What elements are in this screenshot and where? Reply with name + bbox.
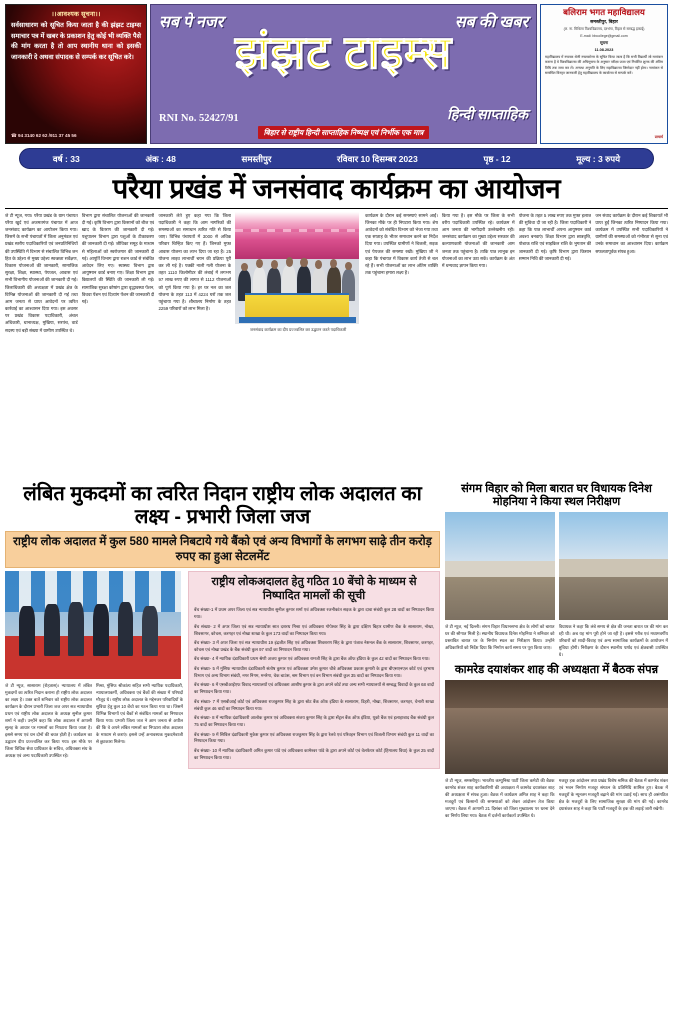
sangam-story-columns <box>445 623 668 658</box>
bench-item: बेंच संख्या- 4 में न्यायिक दंडाधिकारी प्रथम श्रेणी अजय कुमार एवं अधिवक्ता रामजी सिंह के द्वारा बैंक ऑफ इंडिया के कुल 42 वादों का निष्पादन किया गया। <box>194 656 430 662</box>
lead-column-6: योजना के तहत 5 लाख रुपए तक मुफ्त इलाज की सुविधा दी जा रही है। जिला पदाधिकारी ने कहा कि पात्र लाभार्थी अपना आयुष्मान कार्ड अवश्य बनवाएं। शिक्षा विभाग द्वारा छात्रवृत्ति, पोशाक राशि एवं साइकिल राशि के भुगतान की जानकारी दी गई। कृषि विभाग द्वारा किसान सम्मान निधि की जानकारी दी गई। <box>518 212 592 261</box>
lokadalat-story-columns <box>5 682 183 759</box>
sangam-photos <box>445 512 668 620</box>
lead-photo <box>235 212 359 324</box>
lead-photo-column <box>235 212 361 480</box>
sangam-headline: संगम विहार को मिला बारात घर विधायक दिनेश मोहनिया ने किया स्थल निरीक्षण <box>461 482 652 508</box>
comrade-photo <box>445 680 668 774</box>
lead-headline: परैया प्रखंड में जनसंवाद कार्यक्रम का आयोजन <box>112 173 561 204</box>
lead-column-3: जानकारी लेते हुए कहा गया कि जिला पदाधिकारी ने कहा कि आम नागरिकों की समस्याओं का समाधान त्वरित गति से किया जाए। विभिन्न पंचायतों में 3000 से अधिक परिवार चिन्हित किए गए हैं। जिनको मुफ्त आवास योजना का लाभ दिया जा रहा है। 25 योजना लाइव लाभार्थी चयन की प्रक्रिया पूरी कर ली गई है। पक्की नाली गली योजना के तहत 1110 किलोमीटर की लंबाई में लगभग 97 लाख रुपए की लागत से 1112 योजनाओं को पूर्ण किया गया है। हर घर नल का जल योजना के तहत 113 में 4224 घरों तक जल पहुंचाया गया है। शौचालय निर्माण के तहत 2259 परिवारों को लाभ मिला है। <box>158 212 232 312</box>
comrade-col-1: जे टी न्यूज, समस्तीपुर। भारतीय कम्युनिस्ट पार्टी जिला कमेटी की बैठक कामरेड शंकर शाह कार्यकारिणी की अध्यक्षता में कामरेड दयाशंकर शाह की अध्यक्षता में संपन्न हुआ। बैठक में कार्यक्रम अमित शाह ने कहा कि मजदूरों एवं किसानों की समस्याओं को लेकर आंदोलन तेज किया जाएगा। बैठक में आगामी 21 दिसंबर को जिला मुख्यालय पर धरना देने का निर्णय लिया गया। बैठक में दर्जनों कार्यकर्ता उपस्थित थे। <box>445 777 555 818</box>
lokadalat-headline: लंबित मुकदमों का त्वरित निदान राष्ट्रीय लोक अदालत का लक्ष्य - प्रभारी जिला जज <box>23 482 422 528</box>
masthead-lower <box>159 105 528 124</box>
headline-divider <box>5 208 668 209</box>
photo-canopy <box>235 212 359 259</box>
lokadalat-story-col-1: जे टी न्यूज, सासाराम (रोहतास)। न्यायालय में लंबित मुकदमों का त्वरित निदान कराना ही राष्ट्रीय लोक अदालत का लक्ष्य है। उक्त बातें शनिवार को राष्ट्रीय लोक अदालत कार्यक्रम के दौरान प्रभारी जिला जज अपर सत्र न्यायाधीश प्रथम एवं राष्ट्रीय लोक अदालत के अध्यक्ष सुनील कुमार शर्मा ने कही। उन्होंने कहा कि लोक अदालत में आपसी सुलह के आधार पर मामलों का निपटारा किया जाता है। इससे समय एवं धन दोनों की बचत होती है। कार्यक्रम का उद्घाटन दीप प्रज्ज्वलित कर किया गया। इस मौके पर जिला विधिक सेवा प्राधिकार के सचिव, अधिवक्ता संघ के अध्यक्ष एवं अन्य पदाधिकारी उपस्थित रहे। <box>5 683 92 759</box>
lead-photo-caption: जनसंवाद कार्यक्रम का दीप प्रज्ज्वलित कर उद्घाटन करते पदाधिकारी <box>249 326 347 332</box>
lokadalat-subhead-band: राष्ट्रीय लोक अदालत में कुल 580 मामले निबटाये गये बैंको एवं अन्य विभागों के लगभग साढ़े तीन करोड़ रुपए का हुआ सेटलमेंट <box>5 531 440 568</box>
masthead-strip-wrap <box>159 124 528 139</box>
lead-column-2: विभाग द्वारा संचालित योजनाओं की जानकारी दी गई। कृषि विभाग द्वारा किसानों को बीज एवं खाद के वितरण की जानकारी दी गई। पशुपालन विभाग द्वारा पशुओं के टीकाकरण की जानकारी दी गई। जीविका समूह के माध्यम से महिलाओं को स्वरोजगार की जानकारी दी गई। आपूर्ति विभाग द्वारा राशन कार्ड से संबंधित आवेदन लिए गए। स्वास्थ्य विभाग द्वारा आयुष्मान कार्ड बनाए गए। शिक्षा विभाग द्वारा विद्यालयों की स्थिति की जानकारी ली गई। सामाजिक सुरक्षा कोषांग द्वारा वृद्धावस्था पेंशन, विधवा पेंशन एवं दिव्यांग पेंशन की जानकारी दी गई। <box>81 212 155 304</box>
lokadalat-photo <box>5 571 181 679</box>
info-price: मूल्य : 3 रुपये <box>576 153 621 164</box>
phone-icon: ☎ <box>11 133 17 138</box>
ad-body: महाविद्यालय में स्नातक श्रेणी स्नातकोत्तर के सूचित किया जाता है कि सभी विद्यार्थी जो नामांकन कराना है वे विश्वविद्यालय की अधिसूचना के अनुसार परीक्षा प्रपत्र एवं निर्धारित शुल्क की अंतिम तिथि तक जमा कर लें। अन्यथा अनुमति के लिए महाविद्यालय जिम्मेदार नहीं होगा। नामांकन से सम्बंधित विस्तृत जानकारी हेतु महाविद्यालय के कार्यालय से सम्पर्क करें। <box>545 55 663 76</box>
sangam-col-2: विधायक ने कहा कि लंबे समय से क्षेत्र की जनता बारात घर की मांग कर रही थी। अब यह मांग पूरी होने जा रही है। इससे गरीब एवं मध्यमवर्गीय परिवारों को शादी-विवाह एवं अन्य सामाजिक कार्यक्रमों के आयोजन में सुविधा होगी। निरीक्षण के दौरान स्थानीय पार्षद एवं क्षेत्रवासी उपस्थित थे। <box>558 623 668 657</box>
notice-phone-number: 94 3140 62 62 /911 37 45 56 <box>18 133 77 138</box>
info-place: समस्तीपुर <box>241 153 272 164</box>
masthead-center <box>150 4 537 144</box>
lead-column-5: किया गया है। इस मौके पर जिला के सभी वरीय पदाधिकारी उपस्थित रहे। कार्यक्रम में आम जनता की भागीदारी उल्लेखनीय रही। जनसंवाद कार्यक्रम का मुख्य उद्देश्य सरकार की कल्याणकारी योजनाओं की जानकारी आम जनता तक पहुंचाना है। ताकि पात्र लाभुक इन योजनाओं का लाभ उठा सकें। कार्यक्रम के अंत में धन्यवाद ज्ञापन किया गया। <box>441 212 515 268</box>
info-issue: अंक : 48 <box>145 153 176 164</box>
bench-item: बेंच संख्या- 9 में सिविल दंडाधिकारी मुकेश कुमार एवं अधिवक्ता राजकुमार सिंह के द्वारा रेलवे एवं परिवहन विभाग एवं बिजली विभाग संबंधी कुल 11 वादों का निष्पादन किया गया। <box>194 731 434 744</box>
sangam-col-1: जे टी न्यूज, नई दिल्ली। संगम विहार विधानसभा क्षेत्र के लोगों को बारात घर की सौगात मिली है। स्थानीय विधायक दिनेश मोहनिया ने शनिवार को प्रस्तावित बारात घर के निर्माण स्थल का निरीक्षण किया। उन्होंने अधिकारियों को निर्देश दिया कि निर्माण कार्य समय पर पूरा किया जाए। <box>445 623 555 650</box>
ad-affiliation: (ल. ना. मिथिला विश्वविद्यालय, दरभंगा, बिहार से सम्बद्ध इकाई) <box>563 26 645 31</box>
bench-item: बेंच संख्या- 6 में एसबीआईएफ विवाद न्यायालयों एवं अधिवक्ता आशीष कुमार के द्वारा अपने कोर्ट तथा अन्य सभी न्यायालयों से सम्बद्ध विवादों के कुल 68 वादों का निष्पादन किया गया। <box>194 682 434 695</box>
info-year: वर्ष : 33 <box>52 153 80 164</box>
lokadalat-story-col-2: मिश्रा, मुंसिफ श्रीकांत्य सहित सभी न्यायिक पदाधिकारी, न्यायालयकर्मी, अधिवक्ता एवं बैंकों की संख्या में परिषदों मौजूद थे। राष्ट्रीय लोक अदालत के मद्देनजर परिवादियों के सुविधा हेतु कुल 10 बेंचो का गठन किया गया था। जिसमें विभिन्न विभागों एवं बैंकों से संबंधित मामलों का निष्पादन किया गया। प्रभारी जिला जज ने आम जनता से अपील की कि वे अपने लंबित मामलों का निपटारा लोक अदालत के माध्यम से कराएं। इससे उन्हें अनावश्यक मुकदमेबाजी से छुटकारा मिलेगा। <box>96 683 183 745</box>
ad-college-name: बलिराम भगत महाविद्यालय <box>563 7 645 17</box>
comrade-col-2: मजदूर हक आंदोलन तथा प्रखंड विशेष श्रमिक की बैठक में कामरेड शंकर एवं भवन निर्माण मजदूर संगठन के प्रतिनिधि शामिल हुए। बैठक में मजदूरों के न्यूनतम मजदूरी बढ़ाने की मांग उठाई गई। साथ ही असंगठित क्षेत्र के मजदूरों के लिए सामाजिक सुरक्षा की मांग की गई। कामरेड दयाशंकर शाह ने कहा कि पार्टी मजदूरों के हक की लड़ाई जारी रखेगी। <box>558 777 668 811</box>
weekly-label: हिन्दी साप्ताहिक <box>447 108 528 123</box>
notice-phone <box>11 133 141 139</box>
lokadalat-article <box>5 483 440 819</box>
comrade-headline: कामरेड दयाशंकर शाह की अध्यक्षता में बैठक संपन्न <box>454 663 659 676</box>
notice-box <box>5 4 147 144</box>
ad-college-place: समस्तीपुर, बिहार <box>590 18 618 24</box>
college-advertisement <box>540 4 668 144</box>
bench-list-title: राष्ट्रीय लोकअदालत हेतु गठित 10 बेंचो के माध्यम से निष्पादित मामलों की सूची <box>211 576 417 602</box>
masthead <box>5 4 668 144</box>
tagline-right: सब की खबर <box>454 14 528 31</box>
photo-stage <box>245 293 349 320</box>
bench-item: बेंच संख्या- 3 में अपर जिला एवं सत्र न्यायाधीश 19 इंद्रजीत सिंह एवं अधिवक्ता शिवशरण सिंह के द्वारा पंजाब नेशनल बैंक के सासाराम, शिवसागर, करगहर, कोचस एवं नोखा प्रखंड के बैंक संबंधी कुल 97 वादों का निष्पादन किया गया। <box>194 640 434 652</box>
bench-item: बेंच संख्या- 7 में एसबीआई कोर्ट एवं अधिवक्ता राजकुमार सिंह के द्वारा स्टेट बैंक ऑफ इंडिया के सासाराम, डिहरी, नोखा, शिवसागर, करगहर, चेनारी शाखा संबंधी कुल 46 वादों का निष्पादन किया गया। <box>194 698 434 711</box>
newspaper-title: झंझट टाइम्स <box>234 26 453 78</box>
bench-item: बेंच संख्या- 5 में मुंसिफ न्यायाधीश दंडाधिकारी संतोष कुमार एवं अधिवक्ता उमेश कुमार चौबे अधिवक्ता प्रकाश कुमारी के द्वारा बीएसएनएल कोर्ट एवं दूरभाष विभाग एवं अन्य विभाग संबंधी, नगर निगम, मनरेगा, चेक बाउंस, श्रम विभाग एवं वन विभाग संबंधी कुल 35 वादों का निष्पादन किया गया। <box>194 665 434 678</box>
ad-notice-label: सूचना <box>599 41 609 46</box>
lead-column-4: कार्यक्रम के दौरान कई समस्याएं सामने आईं। जिनका मौके पर ही निपटारा किया गया। शेष आवेदनों को संबंधित विभाग को भेजा गया तथा एक सप्ताह के भीतर समाधान करने का निर्देश दिया गया। उपस्थित ग्रामीणों ने बिजली, सड़क एवं पेयजल की समस्या रखी। मुखिया जी ने कहा कि पंचायत में विकास कार्य तेजी से चल रहे हैं। सभी योजनाओं का लाभ अंतिम व्यक्ति तक पहुंचाना हमारा लक्ष्य है। <box>365 212 438 276</box>
mid-section <box>5 483 668 819</box>
bench-item: बेंच संख्या- 2 में अपर जिला एवं सत्र न्यायाधीश सात दशरथ मिश्रा एवं अधिवक्ता गोपेश्वर सिंह के द्वारा दक्षिण बिहार ग्रामीण बैंक के सासाराम, नोखा, शिवसागर, कोचस, करगहर एवं नोखा शाखा के कुल 173 वादों का निष्पादन किया गया। <box>194 623 434 636</box>
right-column <box>445 483 668 819</box>
ad-email: E-mail: bbcollege@gmail.com <box>580 33 628 38</box>
lokadalat-left-col <box>5 571 183 769</box>
issue-info-bar <box>19 148 654 169</box>
comrade-story-columns <box>445 777 668 819</box>
sangam-photo-2 <box>559 512 669 620</box>
lead-article <box>5 212 668 480</box>
lead-column-1: जे टी न्यूज, गया। परैया प्रखंड के ग्राम पंचायत परैया खुर्द एवं अजमतगंज पंचायत में आज जनसंवाद कार्यक्रम का आयोजन किया गया। जिसमें के सभी पंचायतों में जिला अनुमंडल एवं प्रखंड स्तरीय पदाधिकारियों एवं जनप्रतिनिधियों की उपस्थिति में विभाग से संचालित विभिन्न जन हित के उद्देश्य से मुख्य उद्देश्य स्वच्छता सर्वेक्षण, विकास योजनाओं की जानकारी, सामाजिक सुरक्षा, शिक्षा, स्वास्थ्य, पेयजल, आवास एवं सभी विभागीय योजनाओं की जानकारी दी गई। जिलाधिकारी की अध्यक्षता में प्रखंड क्षेत्र के विभिन्न योजनाओं की जानकारी दी गई तथा आम जनता से प्राप्त आवेदनों पर त्वरित कार्रवाई का आश्वासन दिया गया। इस अवसर पर प्रखंड विकास पदाधिकारी, अंचल अधिकारी, थानाध्यक्ष, मुखिया, सरपंच, वार्ड सदस्य एवं बड़ी संख्या में ग्रामीण उपस्थित थे। <box>5 212 78 333</box>
lead-column-7: जन संवाद कार्यक्रम के दौरान कई शिकायतें भी प्राप्त हुईं जिनका त्वरित निष्पादन किया गया। कार्यक्रम में उपस्थित सभी पदाधिकारियों ने ग्रामीणों की समस्याओं को गंभीरता से सुना एवं उनके समाधान का आश्वासन दिया। कार्यक्रम सफलतापूर्वक संपन्न हुआ। <box>595 212 669 254</box>
tagline-left: सब पे नजर <box>159 14 224 31</box>
masthead-strip: बिहार से राष्ट्रीय हिन्दी साप्ताहिक निष्पक्ष एवं निर्भीक एक मात्र <box>258 126 430 139</box>
ad-signature: प्राचार्य <box>654 135 663 139</box>
info-date: रविवार 10 दिसम्बर 2023 <box>337 153 418 164</box>
bench-list-box <box>188 571 440 769</box>
lokadalat-body-row <box>5 571 440 769</box>
ad-date: 11.08.2023 <box>594 48 614 53</box>
bench-item: बेंच संख्या-1 में प्रथम अपर जिला एवं सत्र न्यायाधीश सुनील कुमार शर्मा एवं अधिवक्ता रजनीकांत सड़क के द्वारा दावा संबंधी कुल 28 वादों का निष्पादन किया गया। <box>194 607 434 620</box>
notice-title: ।।आवश्यक सूचना।। <box>51 11 101 18</box>
rni-number: RNI No. 52427/91 <box>159 113 239 124</box>
sangam-photo-1 <box>445 512 555 620</box>
info-pages: पृष्ठ - 12 <box>483 153 511 164</box>
bench-item: बेंच संख्या- 8 में न्यायिक दंडाधिकारी आलोक कुमार एवं अधिवक्ता संजय कुमार सिंह के द्वारा सेंट्रल बैंक ऑफ इंडिया, यूको बैंक एवं इलाहाबाद बैंक संबंधी कुल 75 वादों का निष्पादन किया गया। <box>194 715 434 728</box>
notice-body: सर्वसाधारण को सूचित किया जाता है की झंझट टाइम्स समाचार पत्र में खबर के प्रकाशन हेतु कोई भी व्यक्ति पैसे की मांग करता है तो आप स्थानीय थाना को इसकी जानकारी दे अथवा संपादक से सम्पर्क कर सूचित करे। <box>11 22 141 61</box>
bench-item: बेंच संख्या- 10 में न्यायिक दंडाधिकारी अमित कुमार पांडे एवं अधिवक्ता कामेश्वर पांडे के द्वारा अपने कोर्ट एवं वेलफेयर कोर्ट (हिमालय विधा) के कुल 25 वादों का निष्पादन किया गया। <box>194 747 434 760</box>
